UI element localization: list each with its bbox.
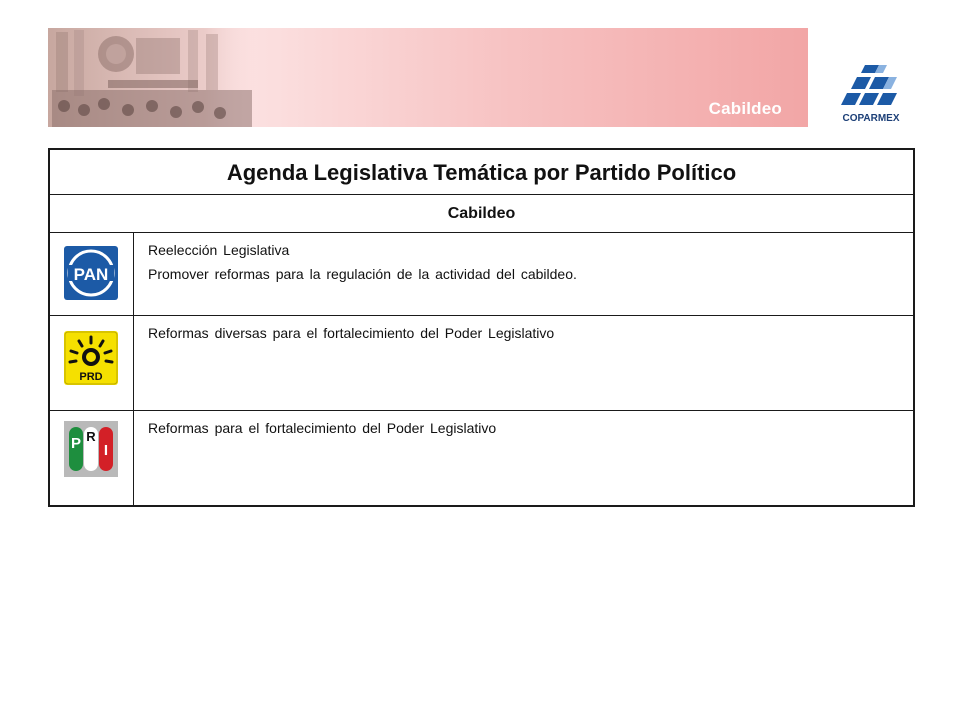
party-agenda-cell — [134, 316, 913, 410]
prd-logo-text: PRD — [79, 371, 103, 383]
agenda-item: Reformas para el fortalecimiento del Poder Legislativo — [148, 420, 497, 436]
table-row — [50, 316, 913, 411]
table-row — [50, 411, 913, 505]
party-logo-cell — [50, 233, 134, 315]
table-title-row — [50, 150, 913, 195]
table-row — [50, 233, 913, 316]
prd-logo — [64, 331, 118, 385]
agenda-table — [48, 148, 915, 507]
party-logo-cell — [50, 411, 134, 505]
party-agenda-cell — [134, 411, 913, 505]
chamber-photo — [48, 28, 258, 127]
coparmex-logo — [835, 63, 907, 125]
pri-letter-i: I — [103, 442, 109, 459]
table-subtitle: Cabildeo — [447, 205, 516, 222]
table-subtitle-row — [50, 195, 913, 233]
party-logo-cell — [50, 316, 134, 410]
pri-letter-p: P — [70, 435, 82, 452]
pri-letter-r: R — [86, 429, 96, 444]
banner-section-title: Cabildeo — [708, 99, 782, 118]
party-agenda-cell — [134, 233, 913, 315]
pri-logo — [64, 421, 118, 477]
pan-logo-text: PAN — [73, 265, 109, 284]
agenda-item: Promover reformas para la regulación de la actividad del cabildeo. — [148, 266, 577, 282]
agenda-item: Reformas diversas para el fortalecimiento del Poder Legislativo — [148, 325, 555, 341]
table-title: Agenda Legislativa Temática por Partido Político — [226, 160, 737, 185]
coparmex-wordmark: COPARMEX — [842, 113, 900, 124]
header-banner — [48, 28, 808, 127]
pan-logo — [64, 246, 118, 300]
agenda-item: Reelección Legislativa — [148, 242, 290, 258]
